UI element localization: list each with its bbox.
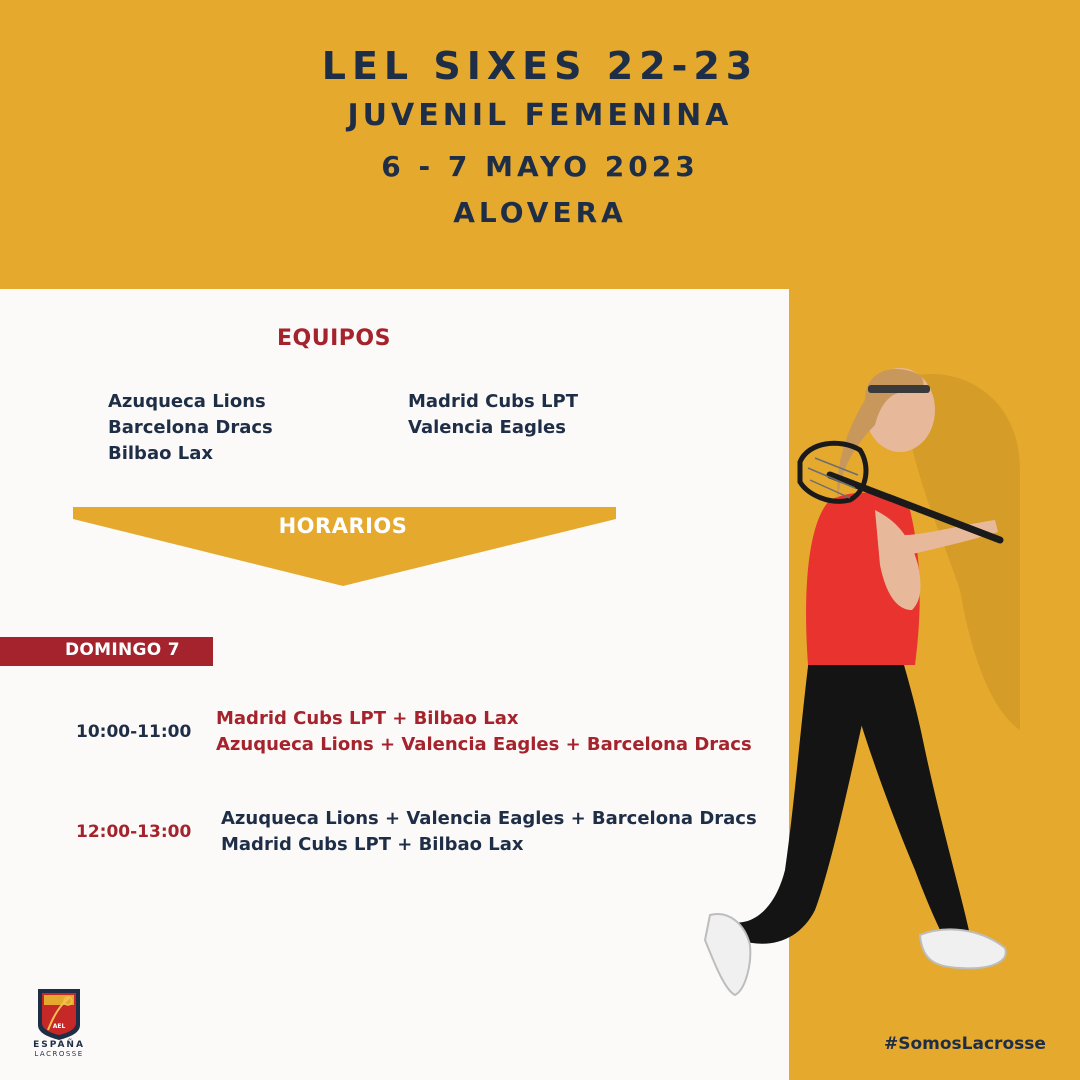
logo-text: ESPAÑA xyxy=(33,1040,85,1050)
team-item: Valencia Eagles xyxy=(408,417,566,438)
team-item: Azuqueca Lions xyxy=(108,391,266,412)
team-item: Bilbao Lax xyxy=(108,443,213,464)
slot-time: 12:00-13:00 xyxy=(76,822,192,842)
schedule-title: HORARIOS xyxy=(278,514,408,538)
hashtag: #SomosLacrosse xyxy=(884,1034,1046,1054)
slot-game: Azuqueca Lions + Valencia Eagles + Barcelona Dracs xyxy=(221,808,757,829)
event-category: JUVENIL FEMENINA xyxy=(347,98,733,133)
event-dates: 6 - 7 MAYO 2023 xyxy=(381,150,699,183)
header xyxy=(0,0,1080,290)
event-title: LEL SIXES 22-23 xyxy=(321,44,759,88)
schedule-banner xyxy=(73,507,616,587)
team-item: Barcelona Dracs xyxy=(108,417,273,438)
player-photo xyxy=(690,350,1020,1050)
logo-subtext: LACROSSE xyxy=(34,1050,84,1058)
slot-time: 10:00-11:00 xyxy=(76,722,192,742)
logo-badge-text: AEL xyxy=(52,1023,66,1030)
slot-game: Madrid Cubs LPT + Bilbao Lax xyxy=(216,708,519,729)
event-location: ALOVERA xyxy=(453,196,627,229)
team-item: Madrid Cubs LPT xyxy=(408,391,578,412)
slot-game: Madrid Cubs LPT + Bilbao Lax xyxy=(221,834,524,855)
slot-game: Azuqueca Lions + Valencia Eagles + Barcelona Dracs xyxy=(216,734,752,755)
day-label: DOMINGO 7 xyxy=(65,640,180,660)
teams-title: EQUIPOS xyxy=(277,326,391,351)
